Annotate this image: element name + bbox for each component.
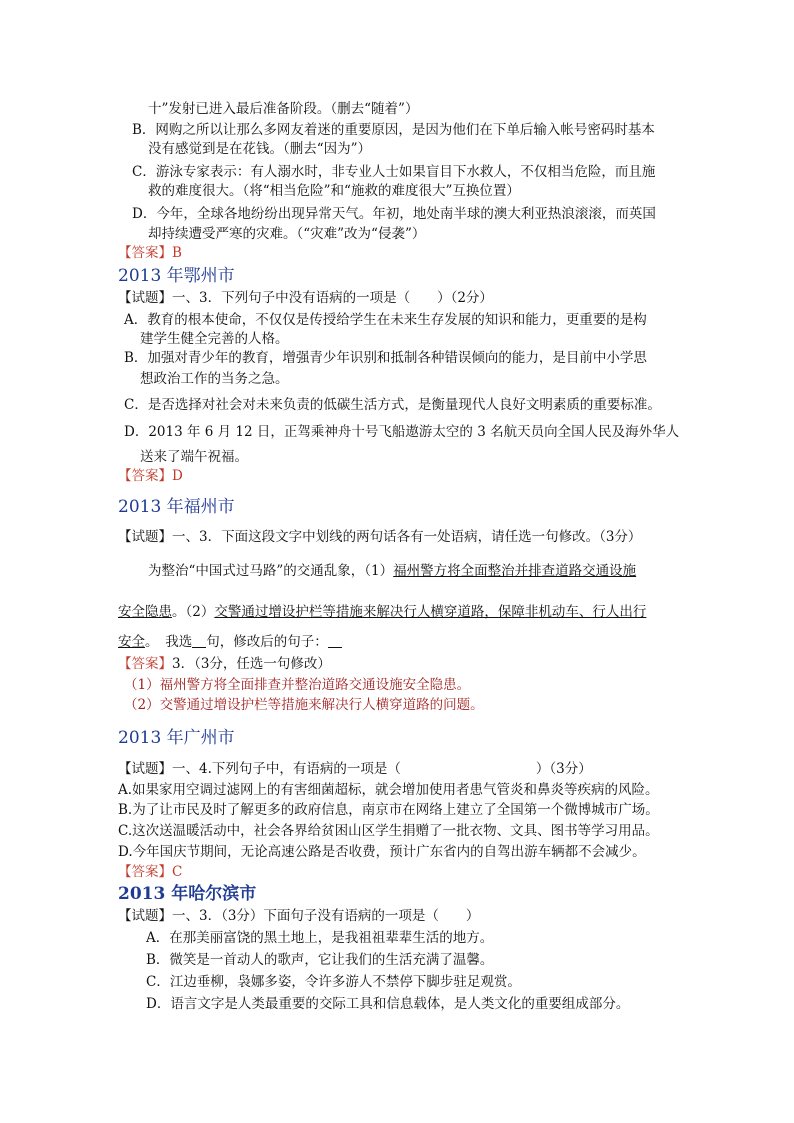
answer-tag: 【答案】 (118, 245, 172, 261)
question-text: 一、4.下列句子中，有语病的一项是（ ）（3分） (172, 761, 592, 777)
answer-line (118, 863, 182, 881)
option-b-line2: 没有感觉到是在花钱。（删去“因为”） (148, 141, 372, 157)
section-title-ezhou: 2013 年鄂州市 (118, 266, 235, 286)
option-d: D.今年国庆节期间，无论高速公路是否收费，预计广东省内的自驾出游车辆都不会减少。 (118, 844, 646, 860)
answer-line (118, 467, 183, 485)
question-text: 一、3．下面这段文字中划线的两句话各有一处语病，请任选一句修改。（3分） (172, 529, 642, 545)
passage-text: 。（2） (172, 604, 215, 620)
answer-value: 3．（3分，任选一句修改） (172, 656, 331, 672)
question-text: 一、3．下列句子中没有语病的一项是（ ）（2分） (172, 290, 493, 306)
option-b: B.为了让市民及时了解更多的政府信息，南京市在网络上建立了全国第一个微博城市广场。 (118, 802, 659, 818)
question-text: 一、3．（3分）下面句子没有语病的一项是（ ） (172, 908, 480, 924)
option-a-line1: A．教育的根本使命，不仅仅是传授给学生在未来生存发展的知识和能力，更重要的是构 (124, 312, 647, 328)
option-d-line2: 送来了端午祝福。 (140, 449, 248, 465)
passage-line2 (118, 603, 646, 621)
option-a: A．在那美丽富饶的黑土地上，是我祖祖辈辈生活的地方。 (146, 930, 494, 946)
option-c-line1: C．游泳专家表示：有人溺水时，非专业人士如果盲目下水救人，不仅相当危险，而且施 (132, 164, 656, 180)
option-b-line2: 想政治工作的当务之急。 (140, 371, 289, 387)
option-c-line2: 救的难度很大。（将“相当危险”和“施救的难度很大”互换位置） (148, 183, 520, 199)
answer-value: C (172, 864, 183, 880)
answer-line (118, 244, 182, 262)
question-tag: 【试题】 (118, 529, 172, 545)
question-line (118, 289, 493, 307)
underlined-sentence-1: 福州警方将全面整治并排查道路交通设施 (393, 563, 637, 579)
answer-fix-1: （1）福州警方将全面排查并整治道路交通设施安全隐患。 (124, 677, 471, 693)
option-d-line2: 却持续遭受严寒的灾难。（“灾难”改为“侵袭”） (148, 226, 426, 242)
option-c: C．江边垂柳，袅娜多姿，令许多游人不禁停下脚步驻足观赏。 (146, 974, 521, 990)
text-line: 十”发射已进入最后准备阶段。（删去“随着”） (148, 101, 419, 117)
answer-tag: 【答案】 (118, 864, 172, 880)
option-a: A.如果家用空调过滤网上的有害细菌超标，就会增加使用者患气管炎和鼻炎等疾病的风险。 (118, 782, 659, 798)
answer-tag: 【答案】 (118, 468, 172, 484)
answer-fix-2: （2）交警通过增设护栏等措施来解决行人横穿道路的问题。 (124, 697, 484, 713)
passage-line1 (148, 562, 636, 580)
question-tag: 【试题】 (118, 908, 172, 924)
question-tag: 【试题】 (118, 290, 172, 306)
section-title-harbin: 2013 年哈尔滨市 (118, 884, 257, 904)
passage-text: 句，修改后的句子： (206, 634, 328, 650)
option-d-line1: D．今年，全球各地纷纷出现异常天气。年初，地处南半球的澳大利亚热浪滚滚，而英国 (132, 206, 656, 222)
section-title-guangzhou: 2013 年广州市 (118, 728, 235, 748)
underlined-sentence-1-end: 安全隐患 (118, 604, 172, 620)
passage-text: 为整治“中国式过马路”的交通乱象，（1） (148, 563, 394, 579)
answer-value: D (172, 468, 183, 484)
blank (192, 633, 206, 648)
answer-line (118, 655, 331, 673)
passage-line3 (118, 633, 342, 651)
option-b-line1: B．加强对青少年的教育，增强青少年识别和抵制各种错误倾向的能力，是目前中小学思 (124, 350, 647, 366)
option-d-line1: D．2013 年 6 月 12 日，正驾乘神舟十号飞船遨游太空的 3 名航天员向全国人民及海外华人 (124, 424, 680, 440)
question-line (118, 760, 592, 778)
question-tag: 【试题】 (118, 761, 172, 777)
passage-text: 。 我选 (145, 634, 193, 650)
option-c: C.这次送温暖活动中，社会各界给贫困山区学生捐赠了一批衣物、文具、图书等学习用品。 (118, 823, 659, 839)
question-line (118, 907, 479, 925)
question-line (118, 528, 641, 546)
option-d: D．语言文字是人类最重要的交际工具和信息载体，是人类文化的重要组成部分。 (146, 996, 630, 1012)
underlined-sentence-2: 交警通过增设护栏等措施来解决行人横穿道路，保障非机动车、行人出行 (214, 604, 647, 620)
underlined-sentence-2-end: 安全 (118, 634, 145, 650)
option-c-line1: C．是否选择对社会对未来负责的低碳生活方式，是衡量现代人良好文明素质的重要标准。 (124, 397, 661, 413)
option-b-line1: B．网购之所以让那么多网友着迷的重要原因，是因为他们在下单后输入帐号密码时基本 (132, 122, 655, 138)
answer-tag: 【答案】 (118, 656, 172, 672)
section-title-fuzhou: 2013 年福州市 (118, 497, 235, 517)
option-a-line2: 建学生健全完善的人格。 (140, 331, 289, 347)
answer-value: B (172, 245, 182, 261)
blank (328, 633, 342, 648)
option-b: B．微笑是一首动人的歌声，它让我们的生活充满了温馨。 (146, 952, 494, 968)
